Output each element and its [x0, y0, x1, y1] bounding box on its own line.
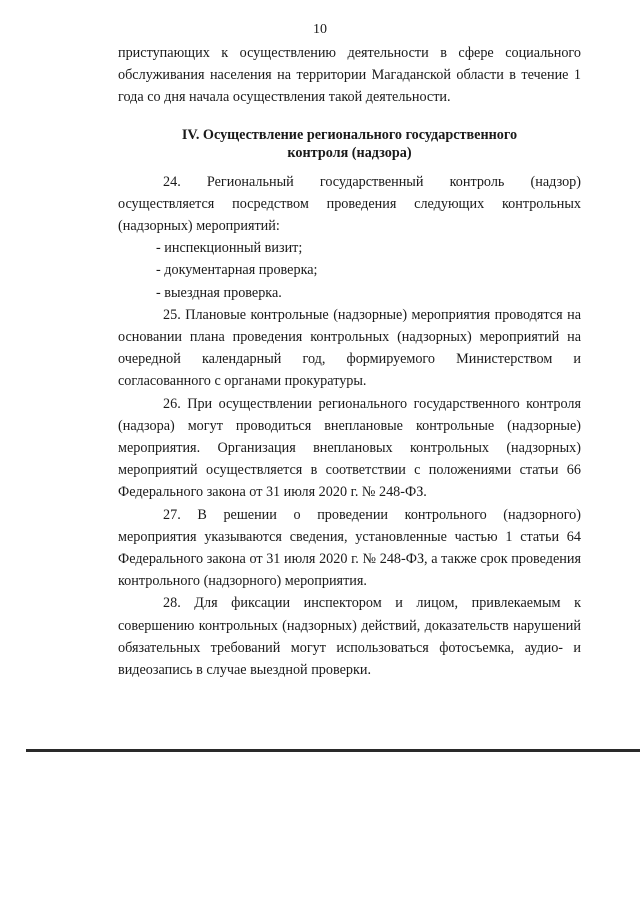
section-heading-line-2: контроля (надзора)	[287, 144, 412, 161]
list-item-field-check: - выездная проверка.	[156, 284, 282, 301]
section-heading-line-1: IV. Осуществление регионального государственного	[181, 126, 518, 143]
paragraph-26: 26. При осуществлении регионального государственного контроля (надзора) могут проводиться внеплановые контрольные (надзорные) мероприятия. Организация внеплановых контрольных (надзорных) мероприятий осуществляется в соответствии с положениями статьи 66 Федерального закона от 31 июля 2020 г. № 248-ФЗ.	[118, 395, 581, 501]
paragraph-28: 28. Для фиксации инспектором и лицом, привлекаемым к совершению контрольных (надзорных) действий, доказательств нарушений обязательных требований могут использоваться фотосъемка, аудио- и видеозапись в случае выездной проверки.	[118, 595, 581, 679]
bottom-divider	[26, 749, 640, 752]
section-heading	[118, 126, 581, 162]
document-body	[118, 42, 581, 681]
list-item-document-check: - документарная проверка;	[156, 262, 318, 279]
paragraph-24: 24. Региональный государственный контроль (надзор) осуществляется посредством проведения следующих контрольных (надзорных) мероприятий:	[118, 173, 581, 235]
intro-paragraph: приступающих к осуществлению деятельности в сфере социального обслуживания населения на территории Магаданской области в течение 1 года со дня начала осуществления такой деятельности.	[118, 45, 581, 106]
list-item-inspection-visit: - инспекционный визит;	[156, 240, 303, 257]
paragraph-25: 25. Плановые контрольные (надзорные) мероприятия проводятся на основании плана проведения контрольных (надзорных) мероприятий на очередной календарный год, формируемого Министерством и согласованного с органами прокуратуры.	[118, 306, 581, 390]
page-number: 10	[313, 22, 327, 37]
paragraph-27: 27. В решении о проведении контрольного (надзорного) мероприятия указываются сведения, установленные частью 1 статьи 64 Федерального закона от 31 июля 2020 г. № 248-ФЗ, а также срок проведения контрольного (надзорного) мероприятия.	[118, 506, 581, 590]
